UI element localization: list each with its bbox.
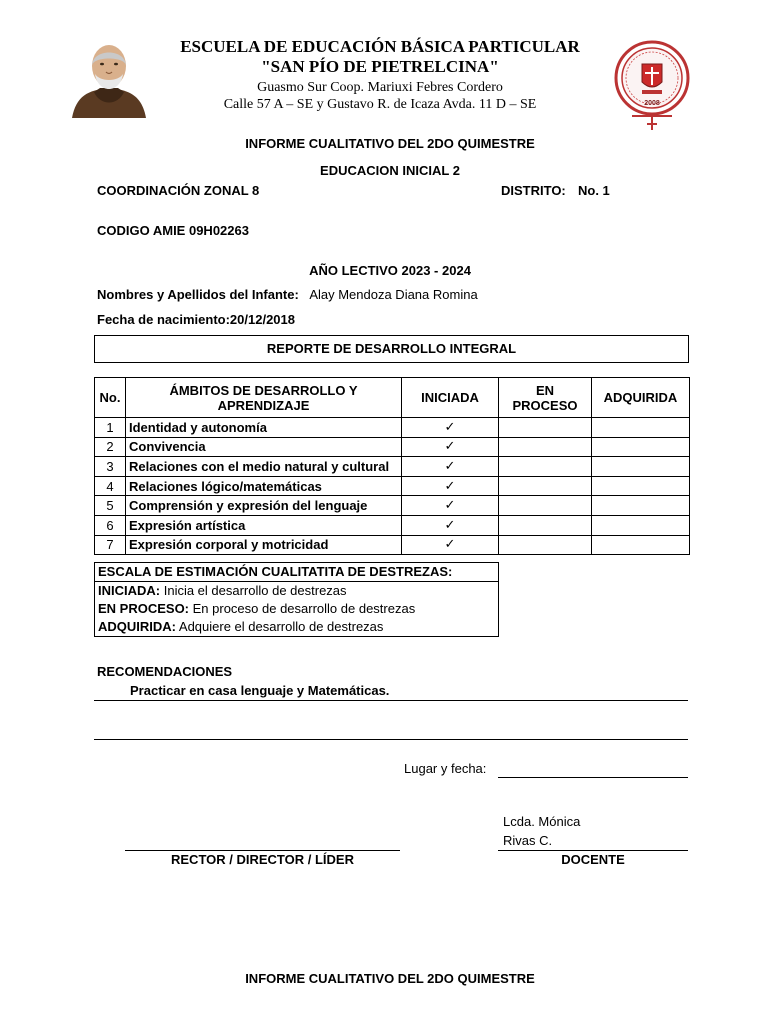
- teacher-signature-line: [498, 850, 688, 851]
- header-ambitos-line2: APRENDIZAJE: [217, 397, 310, 413]
- table-row: [95, 437, 690, 457]
- adquirida-cell: [592, 496, 690, 516]
- header-ambitos-line1: ÁMBITOS DE DESARROLLO Y: [169, 382, 358, 398]
- scale-text: Adquiere el desarrollo de destrezas: [176, 619, 384, 634]
- recommendation-line-2: [94, 739, 688, 740]
- row-label: Identidad y autonomía: [126, 418, 402, 438]
- next-page-title: INFORME CUALITATIVO DEL 2DO QUIMESTRE: [245, 971, 535, 986]
- table-row: [95, 418, 690, 438]
- header-adquirida: ADQUIRIDA: [592, 378, 690, 418]
- address-line1: Guasmo Sur Coop. Mariuxi Febres Cordero: [257, 80, 503, 95]
- school-year: AÑO LECTIVO 2023 - 2024: [309, 263, 471, 278]
- header-no: No.: [95, 378, 126, 418]
- table-row: [95, 476, 690, 496]
- scale-text: En proceso de desarrollo de destrezas: [189, 601, 416, 616]
- header-ambitos: [126, 378, 402, 418]
- adquirida-cell: [592, 437, 690, 457]
- coordination-zone: COORDINACIÓN ZONAL 8: [97, 183, 260, 198]
- section-title: REPORTE DE DESARROLLO INTEGRAL: [266, 341, 517, 356]
- scale-item-adquirida: [95, 618, 499, 637]
- adquirida-cell: [592, 418, 690, 438]
- address-line2: Calle 57 A – SE y Gustavo R. de Icaza Avda. 11 D – SE: [223, 97, 537, 112]
- table-header-row: [95, 378, 690, 418]
- school-name-line2: "SAN PÍO DE PIETRELCINA": [261, 57, 499, 76]
- rector-label: RECTOR / DIRECTOR / LÍDER: [171, 852, 354, 867]
- birth-date: 20/12/2018: [229, 312, 295, 327]
- district-value: No. 1: [578, 183, 610, 198]
- birth-label: Fecha de nacimiento:: [97, 312, 230, 327]
- place-date-label: Lugar y fecha:: [404, 761, 487, 776]
- en-proceso-cell: [499, 457, 592, 477]
- scale-item-en-proceso: [95, 600, 499, 618]
- row-label: Relaciones con el medio natural y cultural: [126, 457, 402, 477]
- school-name-line1: ESCUELA DE EDUCACIÓN BÁSICA PARTICULAR: [180, 37, 580, 56]
- padre-pio-portrait: [66, 36, 152, 118]
- en-proceso-cell: [499, 476, 592, 496]
- row-number: 3: [95, 457, 126, 477]
- student-name: Alay Mendoza Diana Romina: [309, 287, 478, 302]
- amie-code: CODIGO AMIE 09H02263: [97, 223, 249, 238]
- scale-item-iniciada: [95, 582, 499, 601]
- scale-key: EN PROCESO:: [98, 601, 190, 616]
- row-number: 1: [95, 418, 126, 438]
- iniciada-cell: ✓: [402, 535, 499, 555]
- section-title-box: [94, 335, 689, 363]
- scale-key: INICIADA:: [98, 583, 161, 598]
- adquirida-cell: [592, 535, 690, 555]
- row-label: Comprensión y expresión del lenguaje: [126, 496, 402, 516]
- iniciada-cell: ✓: [402, 515, 499, 535]
- row-label: Expresión corporal y motricidad: [126, 535, 402, 555]
- recommendations-text: Practicar en casa lenguaje y Matemáticas.: [130, 683, 390, 698]
- report-title: INFORME CUALITATIVO DEL 2DO QUIMESTRE: [245, 136, 535, 151]
- education-level: EDUCACION INICIAL 2: [320, 163, 460, 178]
- row-number: 2: [95, 437, 126, 457]
- row-number: 4: [95, 476, 126, 496]
- iniciada-cell: ✓: [402, 496, 499, 516]
- en-proceso-cell: [499, 418, 592, 438]
- place-date-line: [498, 777, 688, 778]
- row-label: Expresión artística: [126, 515, 402, 535]
- adquirida-cell: [592, 476, 690, 496]
- teacher-name-line1: Lcda. Mónica: [503, 814, 581, 829]
- en-proceso-cell: [499, 437, 592, 457]
- table-row: [95, 457, 690, 477]
- scale-text: Inicia el desarrollo de destrezas: [160, 583, 347, 598]
- school-name: [160, 37, 600, 77]
- adquirida-cell: [592, 515, 690, 535]
- scale-key: ADQUIRIDA:: [98, 619, 176, 634]
- table-row: [95, 535, 690, 555]
- row-label: Convivencia: [126, 437, 402, 457]
- iniciada-cell: ✓: [402, 457, 499, 477]
- iniciada-cell: ✓: [402, 437, 499, 457]
- recommendations-title: RECOMENDACIONES: [97, 664, 233, 679]
- en-proceso-cell: [499, 515, 592, 535]
- row-label: Relaciones lógico/matemáticas: [126, 476, 402, 496]
- en-proceso-cell: [499, 496, 592, 516]
- student-label: Nombres y Apellidos del Infante:: [97, 287, 299, 302]
- birth-row: [97, 312, 295, 328]
- row-number: 6: [95, 515, 126, 535]
- iniciada-cell: ✓: [402, 418, 499, 438]
- recommendation-line-1: [94, 700, 688, 701]
- teacher-name-line2: Rivas C.: [503, 833, 553, 848]
- district-label: DISTRITO:: [501, 183, 566, 198]
- table-row: [95, 496, 690, 516]
- development-table: [94, 377, 690, 555]
- school-seal-logo: [612, 30, 692, 134]
- rector-signature-line: [125, 850, 400, 851]
- header-iniciada: INICIADA: [402, 378, 499, 418]
- row-number: 5: [95, 496, 126, 516]
- table-row: [95, 515, 690, 535]
- iniciada-cell: ✓: [402, 476, 499, 496]
- seal-year-text: 2008: [644, 100, 660, 107]
- teacher-label: DOCENTE: [561, 852, 625, 867]
- school-address: [160, 79, 600, 113]
- adquirida-cell: [592, 457, 690, 477]
- scale-legend-box: [94, 562, 499, 637]
- scale-title: ESCALA DE ESTIMACIÓN CUALITATITA DE DESTREZAS:: [95, 563, 499, 582]
- header-en-proceso: EN PROCESO: [499, 378, 592, 418]
- student-row: [97, 287, 478, 303]
- en-proceso-cell: [499, 535, 592, 555]
- row-number: 7: [95, 535, 126, 555]
